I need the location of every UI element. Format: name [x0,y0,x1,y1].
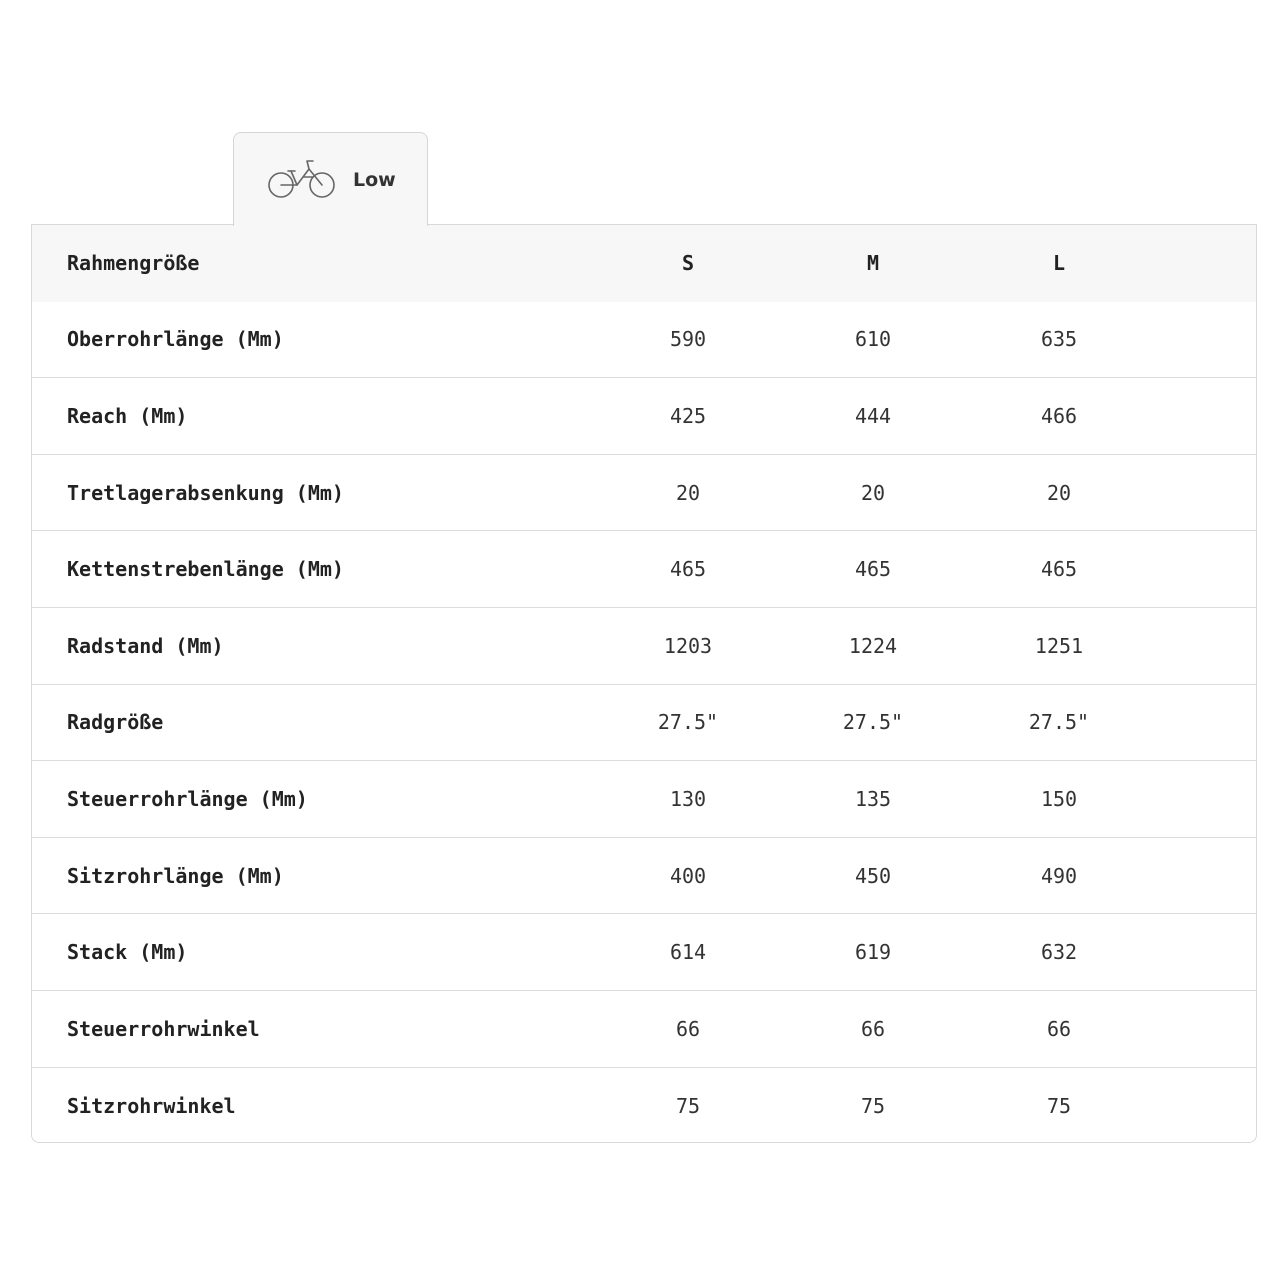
table-row [32,991,1256,1068]
row-label: Reach (Mm) [67,403,188,428]
table-row [32,685,1256,762]
row-value-s: 1203 [663,633,713,658]
row-value-s: 465 [669,557,707,582]
header-size-m: M [866,251,880,276]
bicycle-low-icon [267,157,337,201]
row-value-m: 465 [854,557,892,582]
row-label: Radgröße [67,710,164,735]
table-row [32,455,1256,532]
row-label: Steuerrohrlänge (Mm) [67,786,308,811]
row-value-l: 1251 [1034,633,1084,658]
row-value-l: 75 [1046,1093,1072,1118]
row-value-s: 20 [675,480,701,505]
row-label: Sitzrohrwinkel [67,1093,236,1118]
row-value-l: 66 [1046,1016,1072,1041]
table-row [32,1068,1256,1143]
row-label: Sitzrohrlänge (Mm) [67,863,284,888]
row-value-s: 400 [669,863,707,888]
row-value-l: 27.5" [1028,710,1090,735]
table-header-row [32,225,1256,302]
row-value-m: 27.5" [842,710,904,735]
row-value-l: 465 [1040,557,1078,582]
row-value-m: 75 [860,1093,886,1118]
row-label: Steuerrohrwinkel [67,1016,260,1041]
tab-low-label: Low [353,169,396,191]
tab-low[interactable] [233,132,428,226]
row-value-l: 490 [1040,863,1078,888]
table-row [32,531,1256,608]
row-label: Oberrohrlänge (Mm) [67,327,284,352]
row-label: Kettenstrebenlänge (Mm) [67,557,344,582]
header-frame-size-label: Rahmengröße [67,251,200,276]
row-value-m: 610 [854,327,892,352]
row-value-s: 75 [675,1093,701,1118]
row-value-s: 590 [669,327,707,352]
table-row [32,761,1256,838]
row-label: Tretlagerabsenkung (Mm) [67,480,344,505]
row-value-m: 450 [854,863,892,888]
table-row [32,378,1256,455]
header-size-s: S [681,251,695,276]
row-value-s: 66 [675,1016,701,1041]
table-row [32,914,1256,991]
row-value-m: 619 [854,940,892,965]
row-value-s: 130 [669,786,707,811]
row-value-m: 444 [854,403,892,428]
table-row [32,302,1256,379]
row-label: Radstand (Mm) [67,633,224,658]
row-label: Stack (Mm) [67,940,188,965]
table-row [32,608,1256,685]
row-value-m: 1224 [848,633,898,658]
row-value-l: 20 [1046,480,1072,505]
row-value-s: 425 [669,403,707,428]
row-value-s: 27.5" [657,710,719,735]
row-value-l: 150 [1040,786,1078,811]
row-value-m: 20 [860,480,886,505]
row-value-l: 632 [1040,940,1078,965]
row-value-m: 66 [860,1016,886,1041]
row-value-l: 466 [1040,403,1078,428]
geometry-table [31,224,1257,1143]
table-row [32,838,1256,915]
row-value-s: 614 [669,940,707,965]
row-value-l: 635 [1040,327,1078,352]
row-value-m: 135 [854,786,892,811]
header-size-l: L [1052,251,1066,276]
